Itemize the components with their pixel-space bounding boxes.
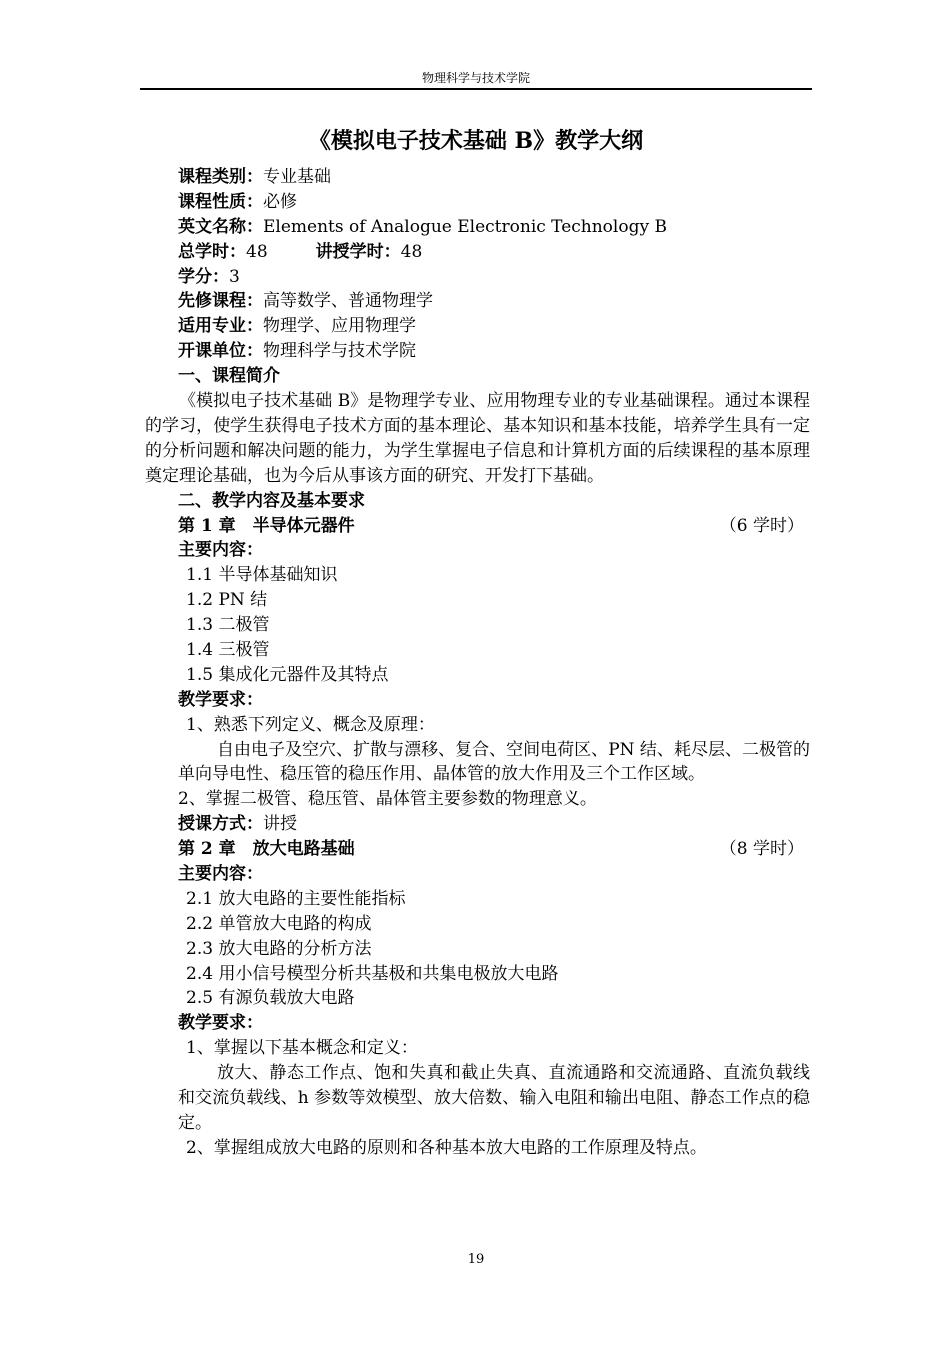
chapter1-req1: 1、熟悉下列定义、概念及原理： bbox=[186, 714, 435, 735]
section1-body: 《模拟电子技术基础 B》是物理学专业、应用物理专业的专业基础课程。通过本课程的学习，使学生获得电子技术方面的基本理论、基本知识和基本技能，培养学生具有一定的分析问题和解决问题的能力，为学生掌握电子信息和计算机方面的后续课程的基本原理奠定理论基础，也为今后从事该方面的研究、开发打下基础。 bbox=[145, 391, 810, 486]
chapter1-item: 1.2 PN 结 bbox=[186, 590, 268, 611]
chapter1-req-label: 教学要求： bbox=[178, 689, 263, 710]
info-nature: 课程性质：必修 bbox=[178, 191, 297, 212]
section2-heading: 二、教学内容及基本要求 bbox=[178, 490, 365, 511]
info-unit: 开课单位：物理科学与技术学院 bbox=[178, 341, 416, 362]
chapter2-item: 2.3 放大电路的分析方法 bbox=[186, 938, 372, 959]
info-major: 适用专业：物理学、应用物理学 bbox=[178, 316, 416, 337]
chapter2-content-label: 主要内容： bbox=[178, 864, 263, 885]
chapter2-item: 2.2 单管放大电路的构成 bbox=[186, 913, 372, 934]
info-prerequisites: 先修课程：高等数学、普通物理学 bbox=[178, 291, 433, 312]
chapter2-req1-body: 放大、静态工作点、饱和失真和截止失真、直流通路和交流通路、直流负载线和交流负载线、h 参数等效模型、放大倍数、输入电阻和输出电阻、静态工作点的稳定。 bbox=[178, 1063, 810, 1133]
chapter1-item: 1.5 集成化元器件及其特点 bbox=[186, 664, 389, 685]
chapter1-item: 1.1 半导体基础知识 bbox=[186, 565, 338, 586]
chapter2-req2: 2、掌握组成放大电路的原则和各种基本放大电路的工作原理及特点。 bbox=[186, 1137, 707, 1158]
chapter2-hours: （8 学时） bbox=[719, 839, 804, 860]
chapter2-title-row bbox=[145, 837, 810, 862]
chapter1-title-row bbox=[145, 514, 810, 539]
chapter2-item: 2.5 有源负载放大电路 bbox=[186, 988, 355, 1009]
info-english-name: 英文名称：Elements of Analogue Electronic Technology B bbox=[178, 216, 667, 237]
page-header: 物理科学与技术学院 bbox=[421, 71, 530, 85]
header-rule bbox=[140, 88, 812, 90]
page-number: 19 bbox=[467, 1252, 485, 1267]
chapter2-req1: 1、掌握以下基本概念和定义： bbox=[186, 1038, 418, 1059]
info-hours: 总学时：48 讲授学时：48 bbox=[178, 241, 423, 262]
chapter2-item: 2.4 用小信号模型分析共基极和共集电极放大电路 bbox=[186, 963, 559, 984]
chapter1-req2: 2、掌握二极管、稳压管、晶体管主要参数的物理意义。 bbox=[178, 789, 597, 810]
info-category: 课程类别：专业基础 bbox=[178, 167, 331, 187]
chapter1-hours: （6 学时） bbox=[719, 515, 804, 536]
chapter1-title: 第 1 章 半导体元器件 bbox=[178, 515, 355, 536]
section1-heading: 一、课程简介 bbox=[178, 366, 280, 387]
chapter1-req1-body: 自由电子及空穴、扩散与漂移、复合、空间电荷区、PN 结、耗尽层、二极管的单向导电性、稳压管的稳压作用、晶体管的放大作用及三个工作区域。 bbox=[178, 739, 810, 785]
chapter1-method: 授课方式：讲授 bbox=[178, 814, 297, 835]
chapter2-item: 2.1 放大电路的主要性能指标 bbox=[186, 888, 406, 909]
chapter2-req-label: 教学要求： bbox=[178, 1013, 263, 1034]
document-title: 《模拟电子技术基础 B》教学大纲 bbox=[308, 128, 644, 154]
document-body bbox=[145, 165, 810, 1161]
chapter1-content-label: 主要内容： bbox=[178, 540, 263, 561]
chapter1-item: 1.3 二极管 bbox=[186, 615, 270, 636]
chapter2-title: 第 2 章 放大电路基础 bbox=[178, 839, 355, 860]
chapter1-item: 1.4 三极管 bbox=[186, 639, 270, 660]
info-credits: 学分：3 bbox=[178, 266, 240, 287]
